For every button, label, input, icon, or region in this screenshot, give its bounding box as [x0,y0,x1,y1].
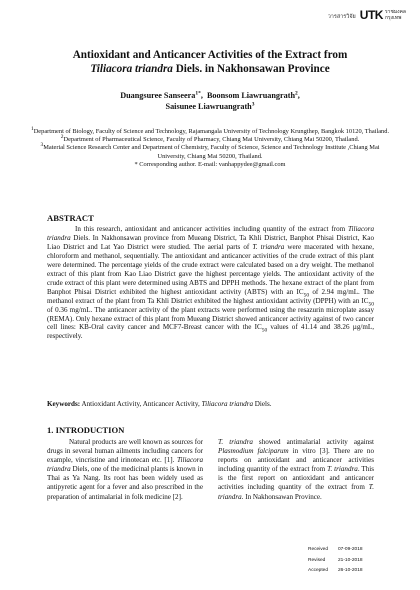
intro-left-text-a: Natural products are well known as sources for drugs in several human ailments including cancers for example, vincristine and irinotecan etc. [1]. [47,438,203,465]
abstract-text-b: Diels. In Nakhonsawan province from Mueang District, Ta Khli District, Banphot Phisai District, Kao Liao District and Lat Yao District were studied. The aerial parts of [47,233,374,251]
abstract-text-f: values of 41.14 and 38.26 µg/mL, respectively. [47,323,374,341]
abstract-sub-1: 50 [303,292,310,299]
abstract-sub-3: 50 [261,327,268,334]
title-line-2 [20,62,400,76]
author-line-1: Duangsuree Sanseera$^{1*}$, Boonsom Liawruangrath$^2$, [120,90,300,100]
author-3: Saisunee Liawruangrath [165,102,252,111]
affiliation-1 [30,125,390,136]
logo-line-2: กรุงเทพ [384,15,402,21]
affiliation-1-sup: 1 [30,125,34,132]
intro-right-species-3: T. triandra [218,483,374,501]
logo-line-1: ราชมงคล [384,9,406,15]
abstract-species: Tiliacora triandra [47,225,374,242]
intro-right-plasmodium: Plasmodium falciparum [218,447,289,456]
affiliation-3-sup: 3 [40,142,44,149]
intro-left-text-b: Diels, one of the medicinal plants is known in Thai as Ya Nang. Its root has been widely used as antipyretic agent for a fever and also prescribed in the preparation of antimalarial in folk medicine [2]. [47,465,203,501]
abstract-body [47,225,374,341]
abstract-text-e: of 0.36 mg/mL. The anticancer activity of the plant extracts were performed using the resazurin microplate assay (REMA). Only hexane extract of this plant from Mueang District showed anticancer activity against of two cancer cell lines: KB-Oral cavity cancer and MCF7-Breast cancer with the IC [47,305,374,332]
author-3-sup: 3 [251,101,255,108]
affiliation-2-text: Department of Pharmaceutical Science, Faculty of Pharmacy, Chiang Mai University, Chiang Mai 50200, Thailand. [63,136,360,144]
accepted-value: 26-10-2018 [338,568,363,573]
intro-right-text-b: in vitro [3]. There are no reports on antioxidant and anticancer activities including quantity of the extract from [218,447,374,474]
introduction-heading: 1. INTRODUCTION [47,425,125,435]
revised-value: 21-10-2018 [338,557,363,563]
affiliation-1-text: Department of Biology, Faculty of Science and Technology, Rajamangala University of Technology Krungthep, Bangkok 10120, Thailand. [33,128,390,135]
author-2: Boonsom Liawruangrath [206,91,295,100]
corresponding-author-text: * Corresponding author. E-mail: vanhappydee@gmail.com [134,160,286,168]
intro-right-species: T. triandra [218,438,253,446]
author-2-sup: 2 [295,90,298,97]
university-logo [360,8,406,22]
abstract-heading: ABSTRACT [47,213,94,223]
abstract-text-d: of 2.94 mg/mL. The methanol extract of the plant from Ta Khli District exhibited the highest antioxidant activity (DPPH) with an IC [47,287,374,305]
author-line-2 [20,101,400,112]
corresponding-author [30,161,390,169]
introduction-left-column [47,438,203,502]
affiliation-3 [30,144,390,160]
journal-name: วารสารวิจัย [327,14,356,20]
journal-header [328,8,406,22]
title-species: Tiliacora triandra [90,63,173,75]
title-rest: Diels. in Nakhonsawan Province [172,63,330,75]
author-list [20,90,400,112]
received-date [308,545,398,556]
abstract-species-2: T. triandra [252,242,285,251]
intro-left-species: Tiliacora triandra [47,456,203,474]
abstract-text-a: In this research, antioxidant and anticancer activities including quantity of the extract from [75,225,348,233]
accepted-label: Accepted [308,568,329,573]
submission-dates [308,545,398,577]
introduction-right-column [218,438,374,502]
accepted-date [308,566,398,577]
author-1-sup: 1* [195,90,201,97]
author-1: Duangsuree Sanseera [120,91,196,100]
intro-right-text-a: showed antimalarial activity against [252,438,374,446]
revised-date [308,556,398,567]
title-line-1: Antioxidant and Anticancer Activities of the Extract from [72,49,348,61]
intro-right-text-d: . In Nakhonsawan Province. [241,492,322,501]
affiliations [30,125,390,169]
revised-label: Revised [308,557,326,563]
keywords-label: Keywords: [47,400,81,408]
keywords-text: Antioxidant Activity, Anticancer Activity, [80,400,202,408]
keywords [47,400,374,408]
intro-right-species-2: T. triandra [327,465,358,474]
keywords-tail: Diels. [253,400,272,408]
affiliation-2-sup: 2 [60,134,64,141]
paper-title [20,48,400,76]
logo-mark: UTK [359,8,383,22]
keywords-species: Tiliacora triandra [201,400,253,408]
received-label: Received [308,547,328,552]
received-value: 07-09-2018 [338,547,363,552]
affiliation-3-text: Material Science Research Center and Department of Chemistry, Faculty of Science, Science and Technology Institute ,Chiang Mai University, Chiang Mai 50200, Thailand. [43,144,380,160]
logo-text [385,9,406,21]
intro-right-text-c: . This is the first report on antioxidant and anticancer activities including quantity of the extract from [218,465,374,492]
abstract-text-c: were macerated with hexane, chloroform and methanol, sequentially. The antioxidant and anticancer activities of the crude extract of this plant were determined. The percentage yields of the crude extract were calculated based on a dry weight. The methanol extract of this plant from Kao Liao District gave the highest percentage yields. The antioxidant activity of the crude extract of this plant were determined using ABTS and DPPH methods. The hexane extract of the plant from Banphot Phisai District exhibited the highest antioxidant activity (ABTS) with an IC [47,242,374,296]
abstract-sub-2: 50 [368,301,374,308]
